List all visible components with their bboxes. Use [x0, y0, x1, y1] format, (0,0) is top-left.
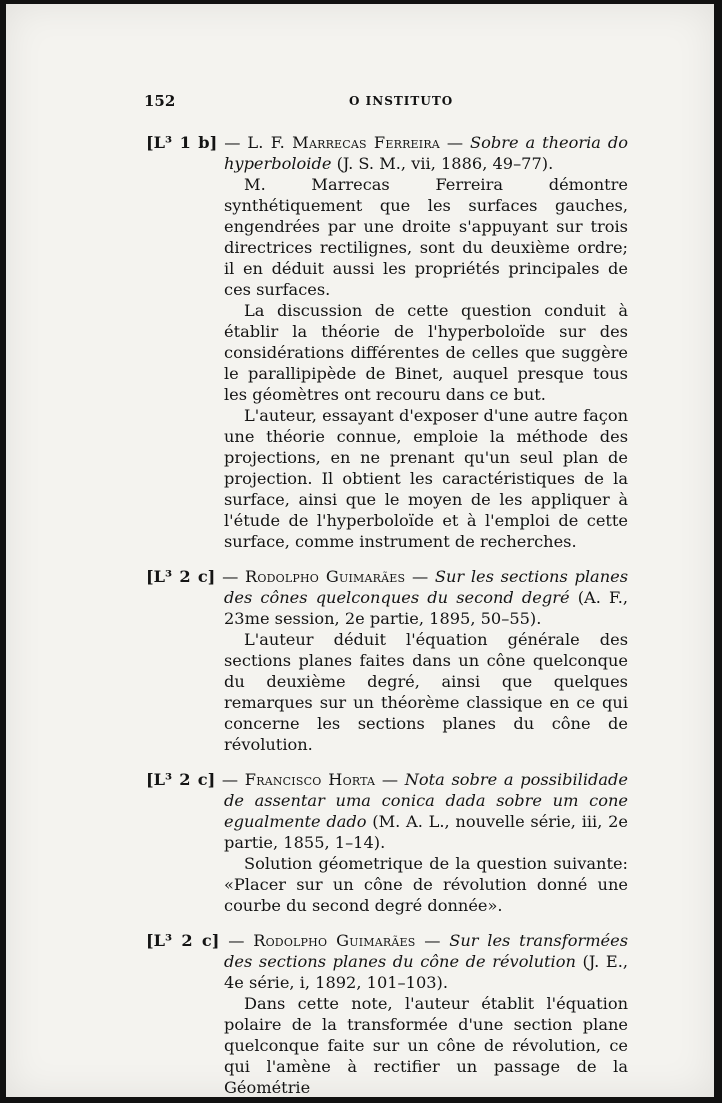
running-title: O INSTITUTO [349, 94, 454, 108]
bibliography-entry [146, 566, 628, 755]
entry-citation: (M. A. L., nouvelle série, iii, 2e partie, 1855, 1–14). [224, 812, 628, 852]
bibliography-entry [146, 930, 628, 1097]
entry-title: Sur les transformées des sections planes du cône de révolution [224, 931, 629, 971]
classification-code: [L³ 1 b] [146, 133, 218, 152]
entry-paragraph: L'auteur déduit l'équation générale des sections planes faites dans un cône quelconque du deuxième degré, ainsi que quelques remarques sur un théorème classique en ce qui concerne les sections planes du cône de révolution. [224, 630, 628, 754]
classification-code: [L³ 2 c] [146, 770, 216, 789]
bibliography-entry [146, 132, 628, 552]
entry-author: Rodolpho Guimarães [253, 931, 416, 950]
classification-code: [L³ 2 c] [146, 931, 220, 950]
entry-title: Sobre a theoria do hyperboloide [224, 133, 628, 173]
entry-paragraph: L'auteur, essayant d'exposer d'une autre façon une théorie connue, emploie la méthode des projections, en ne prenant qu'un seul plan de projection. Il obtient les caractéristiques de la surface, ainsi que le moyen de les appliquer à l'étude de l'hyperboloïde et à l'emploi de cette surface, comme instrument de recherches. [224, 406, 628, 551]
entry-author: Francisco Horta [244, 770, 376, 789]
entry-heading: [L³ 2 c] — Francisco Horta — Nota sobre a possibilidade de assentar uma conica dada sobre um cone egualmente dado (M. A. L., nouvelle série, iii, 2e partie, 1855, 1–14). [146, 770, 628, 852]
entry-heading: [L³ 2 c] — Rodolpho Guimarães — Sur les transformées des sections planes du cône de révolution (J. E., 4e série, i, 1892, 101–103). [146, 931, 629, 992]
page-content [146, 132, 628, 1097]
entry-citation: (J. S. M., vii, 1886, 49–77). [336, 154, 554, 173]
book-page [6, 4, 714, 1097]
page-number: 152 [144, 92, 176, 110]
entry-paragraph: Solution géometrique de la question suivante: «Placer sur un cône de révolution donné une courbe du second degré donnée». [224, 854, 628, 915]
classification-code: [L³ 2 c] [146, 567, 216, 586]
page-header [144, 92, 614, 114]
entry-paragraph: M. Marrecas Ferreira démontre synthétiquement que les surfaces gauches, engendrées par une droite s'appuyant sur trois directrices rectilignes, sont du deuxième ordre; il en déduit aussi les propriétés principales de ces surfaces. [224, 175, 628, 299]
entry-heading: [L³ 1 b] — L. F. Marrecas Ferreira — Sobre a theoria do hyperboloide (J. S. M., vii, 1886, 49–77). [146, 133, 628, 173]
entry-heading: [L³ 2 c] — Rodolpho Guimarães — Sur les sections planes des cônes quelconques du second degré (A. F., 23me session, 2e partie, 1895, 50–55). [146, 567, 629, 628]
entry-title: Nota sobre a possibilidade de assentar uma conica dada sobre um cone egualmente dado [224, 770, 628, 831]
bibliography-entry [146, 769, 628, 916]
entry-author: L. F. Marrecas Ferreira [247, 133, 440, 152]
entry-paragraph: Dans cette note, l'auteur établit l'équation polaire de la transformée d'une section plane quelconque faite sur un cône de révolution, ce qui l'amène à rectifier un passage de la Géométrie [224, 994, 628, 1097]
entry-citation: (A. F., 23me session, 2e partie, 1895, 50–55). [224, 588, 629, 628]
entry-paragraph: La discussion de cette question conduit à établir la théorie de l'hyperboloïde sur des considérations différentes de celles que suggère le parallipipède de Binet, auquel presque tous les géomètres ont recouru dans ce but. [224, 301, 628, 404]
entry-citation: (J. E., 4e série, i, 1892, 101–103). [224, 952, 628, 992]
entry-author: Rodolpho Guimarães [245, 567, 406, 586]
entry-title: Sur les sections planes des cônes quelconques du second degré [224, 567, 629, 607]
